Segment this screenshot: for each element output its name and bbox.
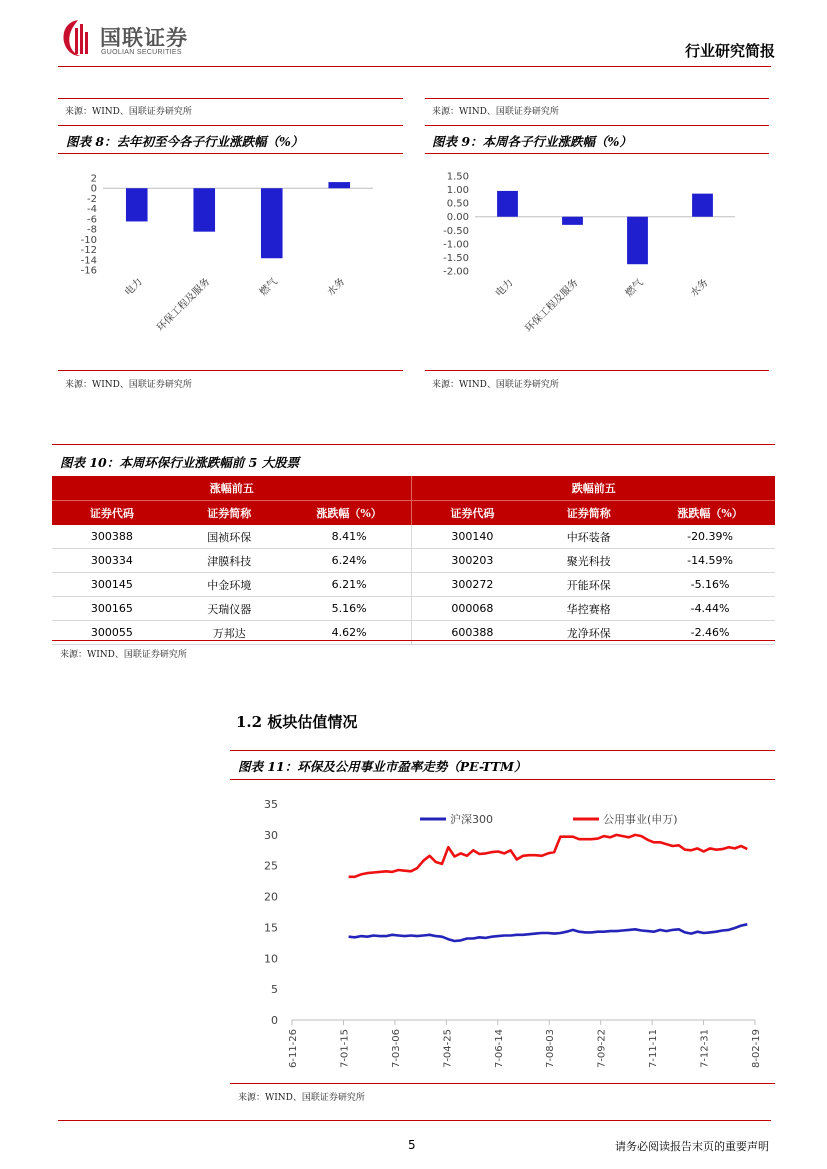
table-cell: -20.39%	[645, 525, 775, 549]
rule	[230, 779, 775, 780]
y-tick-label: -12	[80, 245, 97, 257]
y-tick-label: -6	[87, 214, 97, 226]
rule	[58, 98, 403, 99]
y-tick-label: 10	[264, 952, 278, 966]
figure-11-caption: 图表 11：环保及公用事业市盈率走势（PE-TTM）	[238, 759, 527, 774]
x-tick-label: 7-08-03	[545, 1029, 557, 1069]
y-tick-label: 0	[90, 183, 97, 195]
x-category-label: 燃气	[257, 276, 280, 299]
table-cell: 中环装备	[532, 525, 645, 549]
rule	[58, 370, 403, 371]
company-logo	[60, 18, 220, 60]
y-tick-label: 30	[264, 828, 278, 842]
y-tick-label: -10	[80, 234, 97, 246]
y-tick-label: -14	[80, 255, 97, 267]
column-header: 涨跌幅（%）	[645, 501, 775, 526]
y-tick-label: -2	[87, 193, 97, 205]
column-header: 证券简称	[172, 501, 287, 526]
figure-10-caption: 图表 10：本周环保行业涨跌幅前 5 大股票	[60, 455, 300, 470]
logo-text-cn: 国联证券	[100, 26, 188, 50]
rule	[52, 444, 775, 445]
column-header: 证券简称	[532, 501, 645, 526]
column-header: 证券代码	[52, 501, 172, 526]
table-cell: 300055	[52, 621, 172, 645]
column-header: 证券代码	[412, 501, 532, 526]
x-tick-label: 7-03-06	[390, 1029, 402, 1069]
rule	[230, 750, 775, 751]
table-cell: 中金环境	[172, 573, 287, 597]
source-note: 来源：WIND、国联证券研究所	[432, 107, 559, 117]
y-tick-label: 25	[264, 859, 278, 873]
table-cell: 600388	[412, 621, 532, 645]
figure-9-bar-chart	[425, 160, 770, 365]
source-note: 来源：WIND、国联证券研究所	[65, 380, 192, 390]
table-cell: 聚光科技	[532, 549, 645, 573]
x-category-label: 水务	[688, 277, 711, 300]
footer-rule	[58, 1120, 771, 1121]
table-cell: 300140	[412, 525, 532, 549]
report-type: 行业研究简报	[684, 42, 775, 60]
y-tick-label: -16	[80, 265, 97, 277]
group-header-down: 跌幅前五	[412, 476, 775, 501]
bar	[261, 188, 283, 258]
y-tick-label: -2.00	[443, 266, 469, 278]
section-heading: 1.2 板块估值情况	[236, 713, 358, 731]
table-row	[52, 549, 775, 573]
y-tick-label: 20	[264, 890, 278, 904]
figure-8-caption: 图表 8：去年初至今各子行业涨跌幅（%）	[66, 134, 304, 149]
rule	[425, 98, 769, 99]
source-note: 来源：WIND、国联证券研究所	[238, 1093, 365, 1103]
table-cell: 津膜科技	[172, 549, 287, 573]
top5-stocks-table	[52, 476, 775, 645]
y-tick-label: 2	[90, 173, 97, 185]
x-tick-label: 7-11-11	[648, 1029, 660, 1069]
x-tick-label: 6-11-26	[288, 1029, 299, 1069]
x-tick-label: 7-12-31	[699, 1029, 711, 1069]
rule	[58, 153, 403, 154]
y-tick-label: -0.50	[443, 225, 469, 237]
table-cell: 天瑞仪器	[172, 597, 287, 621]
table-cell: 国祯环保	[172, 525, 287, 549]
table-cell: 6.21%	[287, 573, 412, 597]
source-note: 来源：WIND、国联证券研究所	[60, 650, 187, 660]
table-cell: 300334	[52, 549, 172, 573]
x-category-label: 环保工程及服务	[155, 276, 213, 334]
bar	[126, 188, 148, 221]
header-rule	[58, 66, 771, 67]
table-cell: 万邦达	[172, 621, 287, 645]
table-cell: 6.24%	[287, 549, 412, 573]
x-category-label: 燃气	[623, 277, 646, 300]
x-tick-label: 7-09-22	[596, 1029, 608, 1069]
table-cell: -2.46%	[645, 621, 775, 645]
rule	[425, 125, 769, 126]
bar	[328, 182, 350, 188]
rule	[230, 1083, 775, 1084]
table-cell: -5.16%	[645, 573, 775, 597]
series-line	[349, 835, 748, 877]
x-tick-label: 7-01-15	[339, 1029, 351, 1069]
x-category-label: 环保工程及服务	[523, 277, 581, 335]
x-tick-label: 7-04-25	[442, 1029, 454, 1069]
x-category-label: 电力	[493, 277, 516, 300]
page-number: 5	[408, 1138, 416, 1152]
rule	[425, 370, 769, 371]
y-tick-label: 1.50	[446, 171, 469, 183]
y-tick-label: 0	[271, 1014, 278, 1027]
source-note: 来源：WIND、国联证券研究所	[65, 107, 192, 117]
y-tick-label: 0.50	[446, 198, 469, 210]
figure-9-caption: 图表 9：本周各子行业涨跌幅（%）	[432, 134, 632, 149]
source-note: 来源：WIND、国联证券研究所	[432, 380, 559, 390]
table-cell: 300203	[412, 549, 532, 573]
x-category-label: 电力	[122, 276, 145, 299]
bar	[497, 191, 518, 217]
table-cell: -4.44%	[645, 597, 775, 621]
y-tick-label: -4	[87, 204, 97, 216]
y-tick-label: -1.00	[443, 239, 469, 251]
legend-label: 沪深300	[450, 813, 493, 826]
table-cell: -14.59%	[645, 549, 775, 573]
y-tick-label: 1.00	[446, 185, 469, 197]
rule	[52, 640, 775, 641]
series-line	[349, 924, 748, 941]
table-row	[52, 597, 775, 621]
table-cell: 龙净环保	[532, 621, 645, 645]
bar	[562, 217, 583, 225]
table-cell: 4.62%	[287, 621, 412, 645]
table-cell: 300145	[52, 573, 172, 597]
table-row	[52, 525, 775, 549]
legend-label: 公用事业(申万)	[603, 813, 678, 826]
footer-disclaimer: 请务必阅读报告末页的重要声明	[615, 1140, 769, 1153]
table-cell: 5.16%	[287, 597, 412, 621]
table-cell: 8.41%	[287, 525, 412, 549]
logo-mark-icon	[60, 18, 96, 58]
y-tick-label: -1.50	[443, 252, 469, 264]
figure-11-line-chart	[230, 785, 775, 1080]
table-cell: 300165	[52, 597, 172, 621]
table-row	[52, 573, 775, 597]
table-cell: 000068	[412, 597, 532, 621]
bar	[692, 194, 713, 217]
x-category-label: 水务	[325, 276, 348, 299]
bar	[627, 217, 648, 265]
table-cell: 300388	[52, 525, 172, 549]
x-tick-label: 7-06-14	[493, 1029, 505, 1069]
table-cell: 300272	[412, 573, 532, 597]
x-tick-label: 8-02-19	[751, 1029, 762, 1069]
group-header-up: 涨幅前五	[52, 476, 412, 501]
logo-text-en: GUOLIAN SECURITIES	[101, 49, 182, 56]
rule	[425, 153, 769, 154]
y-tick-label: 0.00	[446, 212, 469, 224]
y-tick-label: 5	[271, 983, 278, 997]
bar	[193, 188, 215, 231]
y-tick-label: 15	[264, 921, 278, 935]
column-header: 涨跌幅（%）	[287, 501, 412, 526]
figure-8-bar-chart	[58, 160, 403, 365]
y-tick-label: 35	[264, 798, 278, 811]
rule	[58, 125, 403, 126]
table-cell: 开能环保	[532, 573, 645, 597]
y-tick-label: -8	[87, 224, 97, 236]
table-cell: 华控赛格	[532, 597, 645, 621]
